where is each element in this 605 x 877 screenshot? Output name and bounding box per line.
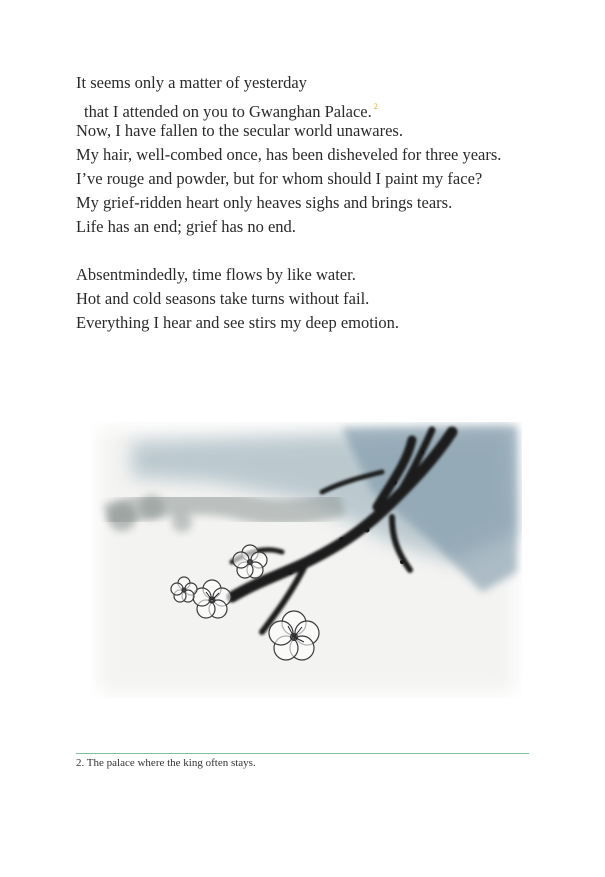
- poem-line-text: that I attended on you to Gwanghan Palace.: [84, 102, 372, 121]
- poem-line: Now, I have fallen to the secular world unawares.: [76, 121, 403, 140]
- poem-line: Everything I hear and see stirs my deep emotion.: [76, 313, 400, 332]
- footnote-divider: [76, 753, 529, 754]
- poem-line: My hair, well-combed once, has been disheveled for three years.: [76, 145, 502, 164]
- footnote-marker[interactable]: 2: [373, 102, 378, 111]
- footnote: 2. The palace where the king often stays.: [76, 757, 256, 769]
- poem-line: Absentmindedly, time flows by like water.: [76, 265, 356, 284]
- poem: [76, 71, 566, 335]
- poem-line: Hot and cold seasons take turns without fail.: [76, 289, 370, 308]
- poem-line: I’ve rouge and powder, but for whom should I paint my face?: [76, 169, 483, 188]
- poem-line: Life has an end; grief has no end.: [76, 217, 296, 236]
- poem-line: It seems only a matter of yesterday: [76, 73, 307, 92]
- plum-blossom-painting: [92, 422, 522, 698]
- poem-line: My grief-ridden heart only heaves sighs and brings tears.: [76, 193, 453, 212]
- poem-line: [76, 95, 566, 119]
- stanza-break: [76, 239, 566, 263]
- plum-blossom-illustration: [92, 422, 522, 698]
